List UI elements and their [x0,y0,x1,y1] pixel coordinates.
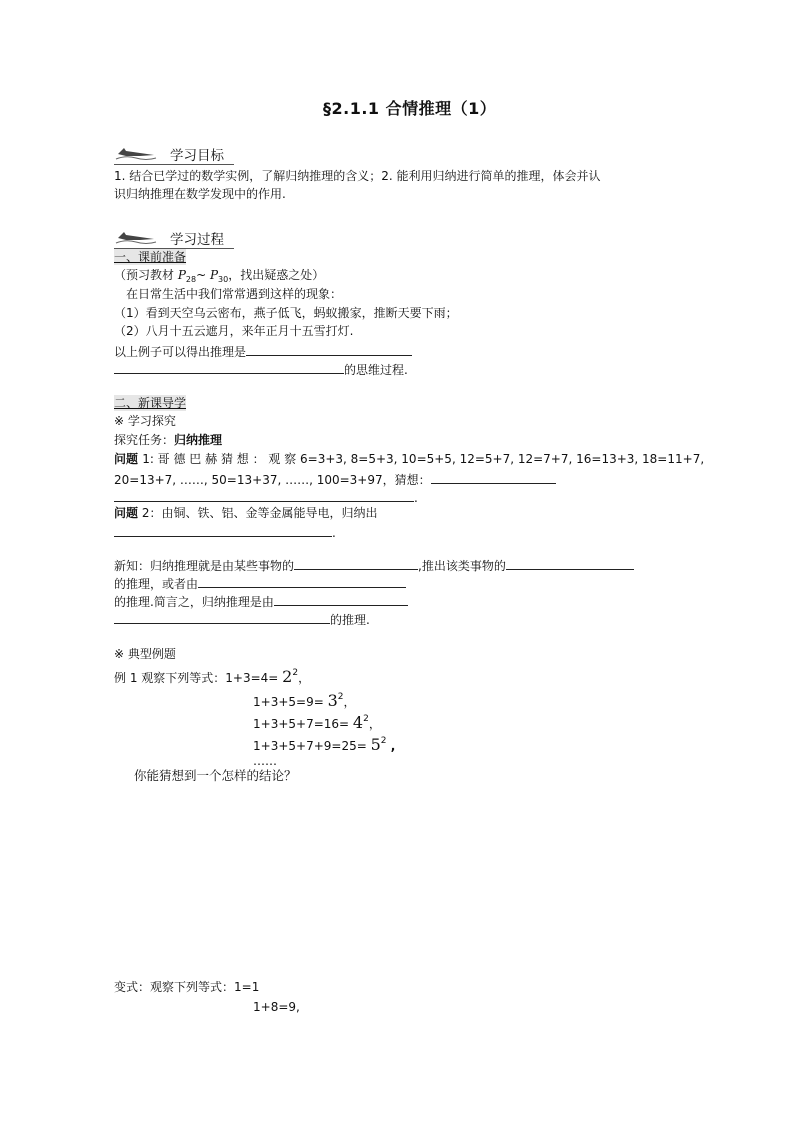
equation-3-exp: 2 [363,714,369,724]
question-1-line-2 [114,470,556,488]
variant-equation-2: 1+8=9, [253,1000,300,1014]
conclusion-b: 的思维过程. [344,363,408,377]
equation-1-lhs: 1+3=4= [225,671,283,685]
preview-note [114,267,324,288]
conclusion-line-2 [114,360,408,378]
question-1-label: 问题 [114,452,143,466]
page-ref-2-sub: 30 [218,275,229,284]
equation-3-base: 4 [352,713,364,732]
example-1-line [114,665,310,686]
page-ref-1-sub: 28 [185,275,197,284]
equation-2 [253,689,356,710]
section-heading-goals [114,144,234,165]
example-item-2: （2）八月十五云遮月，来年正月十五雪打灯. [114,324,354,338]
new-knowledge-e: 的推理. [330,613,370,627]
conclusion-a: 以上例子可以得出推理是 [114,345,247,359]
equation-1-exp: 2 [292,668,299,678]
task-name: 归纳推理 [174,433,223,447]
answer-blank[interactable] [198,574,406,588]
conclusion-line-1 [114,342,412,360]
equation-4 [253,733,395,754]
question-1-end: . [414,491,418,505]
question-2-end: . [332,526,336,540]
new-knowledge-line-1 [114,556,634,574]
equation-ellipsis: …… [253,754,277,768]
part2-heading: 二、新课导学 [114,396,187,410]
question-1-line-1 [114,451,704,467]
equation-1-tail: ， [298,671,311,685]
equation-2-base: 3 [327,691,338,710]
goals-line-1: 1. 结合已学过的数学实例，了解归纳推理的含义；2. 能利用归纳进行简单的推理，体会并认 [114,169,601,183]
equation-2-lhs: 1+3+5=9= [253,695,328,709]
question-2-text: 2：由铜、铁、铝、金等金属能导电，归纳出 [138,506,378,520]
goals-line-2: 识归纳推理在数学发现中的作用. [114,187,286,201]
example-item-1: （1）看到天空乌云密布，燕子低飞，蚂蚁搬家，推断天要下雨； [114,306,458,320]
examples-heading: ※ 典型例题 [114,647,176,661]
new-knowledge-d: 的推理.简言之，归纳推理是由 [114,595,274,609]
section-heading-process [114,228,234,249]
preview-note-a: （预习教材 [114,268,178,282]
section-heading-label: 学习目标 [170,148,224,164]
answer-blank[interactable] [114,523,332,537]
answer-blank[interactable] [114,488,414,502]
answer-blank[interactable] [246,342,412,356]
pen-icon [114,228,158,248]
variant-equation-1: 1=1 [234,980,260,994]
question-1-line-3 [114,488,418,506]
equation-2-tail: ， [343,695,356,709]
equation-4-lhs: 1+3+5+7+9=25= [253,739,371,753]
equation-4-tail: , [386,739,396,753]
question-2-line-2 [114,523,336,541]
new-knowledge-b: ,推出该类事物的 [418,559,506,573]
new-knowledge-line-4 [114,610,370,628]
answer-blank[interactable] [506,556,634,570]
equation-3 [253,711,381,732]
task-label: 探究任务： [114,433,175,447]
variant-line [114,979,259,995]
example-1-label: 例 1 观察下列等式： [114,671,226,685]
question-1-text-2: 20=13+7, ……, 50=13+37, ……, 100=3+97，猜想： [114,473,431,487]
tilde: ~ [196,268,210,282]
task-line [114,432,222,448]
answer-blank[interactable] [431,470,556,484]
new-knowledge-a: 新知：归纳推理就是由某些事物的 [114,559,295,573]
example-question: 你能猜想到一个怎样的结论？ [134,768,297,783]
new-knowledge-line-2 [114,574,406,592]
answer-blank[interactable] [294,556,418,570]
answer-blank[interactable] [114,610,330,624]
page-ref-2: P [209,268,219,282]
equation-3-lhs: 1+3+5+7=16= [253,717,353,731]
section-heading-label: 学习过程 [170,232,224,248]
intro-text: 在日常生活中我们常常遇到这样的现象： [126,287,343,301]
variant-label: 变式：观察下列等式： [114,980,235,994]
explore-heading: ※ 学习探究 [114,414,176,428]
preview-note-b: ，找出疑惑之处） [228,268,325,282]
page-title: §2.1.1 合情推理（1） [323,99,497,118]
question-2-label: 问题 [114,506,139,520]
page-ref-1: P [177,268,186,282]
equation-2-exp: 2 [337,692,344,702]
equation-4-exp: 2 [380,736,387,746]
equation-3-tail: ， [368,717,381,731]
question-1-text: 1: 哥 德 巴 赫 猜 想 ： 观 察 6=3+3, 8=5+3, 10=5+5, 12=5+7, 12=7+7, 16=13+3, 18=11+7, [142,452,705,466]
answer-blank[interactable] [274,592,408,606]
part1-heading: 一、课前准备 [114,250,187,264]
pen-icon [114,144,158,164]
equation-1-base: 2 [282,667,293,686]
equation-4-base: 5 [370,735,381,754]
new-knowledge-line-3 [114,592,408,610]
answer-blank[interactable] [114,360,344,374]
question-2-line-1 [114,505,377,521]
new-knowledge-c: 的推理，或者由 [114,577,199,591]
